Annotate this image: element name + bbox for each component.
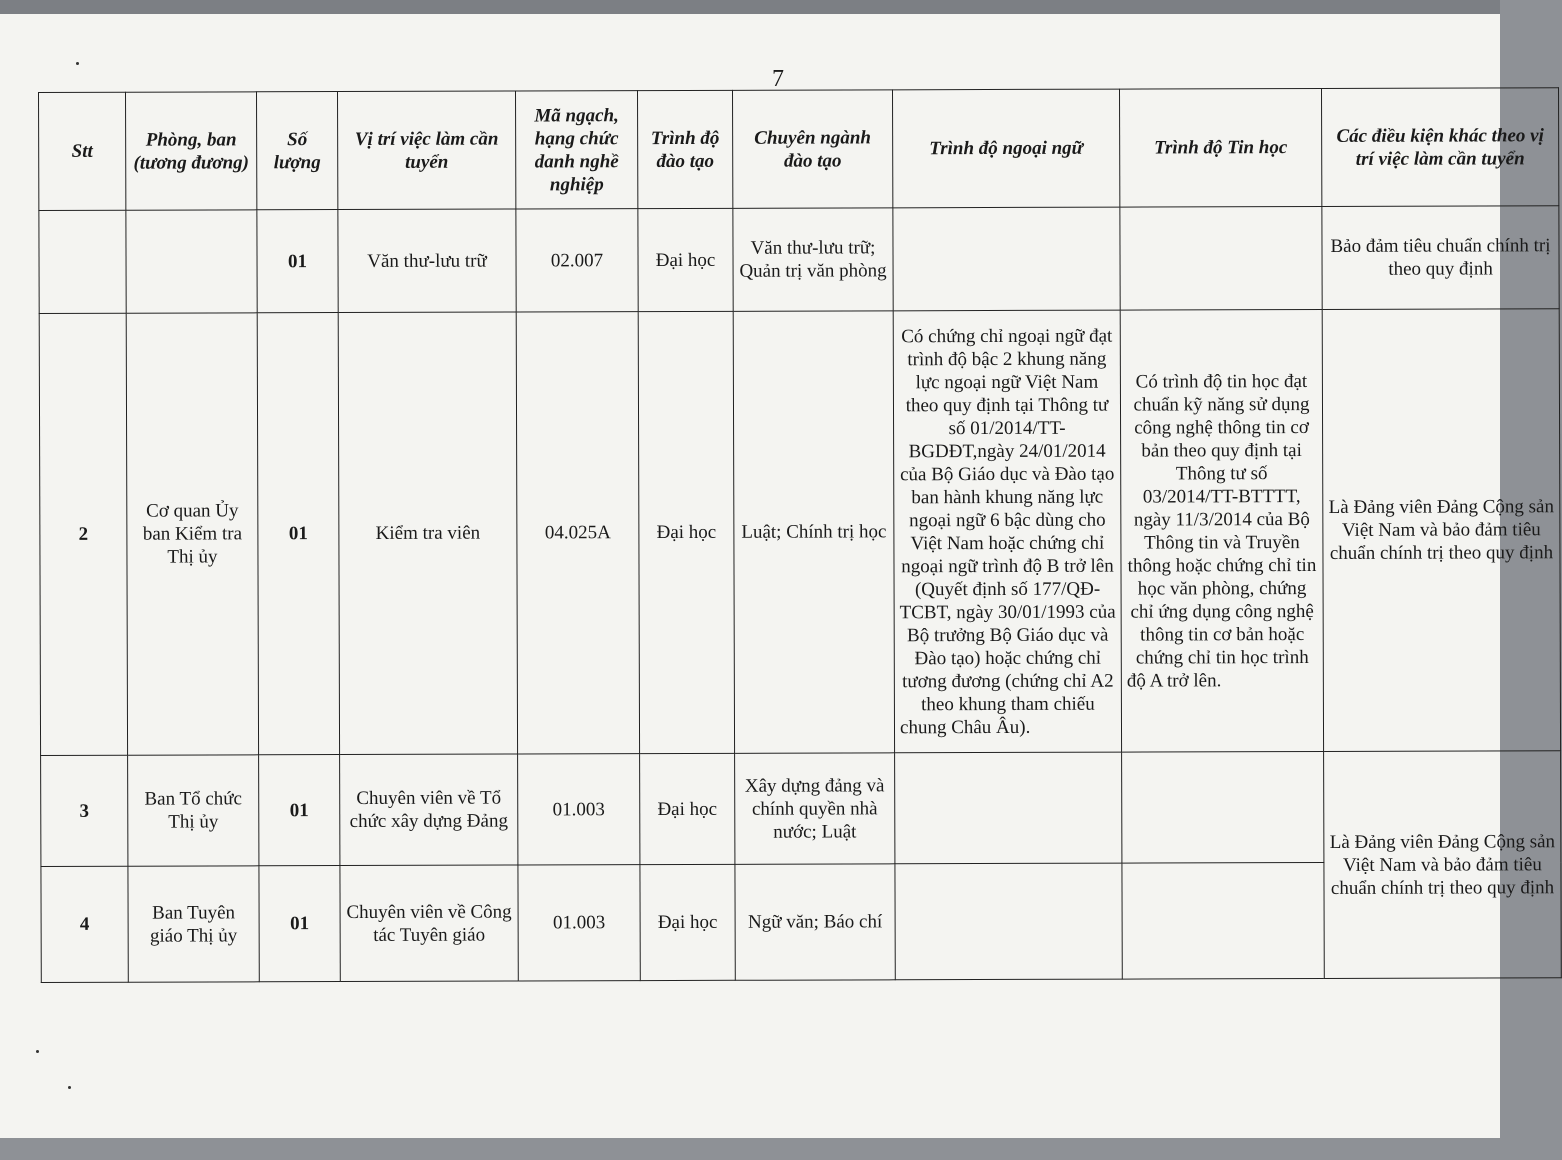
cell-language — [893, 207, 1120, 311]
cell-other-conditions: Là Đảng viên Đảng Cộng sản Việt Nam và bảo đảm tiêu chuẩn chính trị theo quy định — [1324, 751, 1562, 979]
recruitment-table — [38, 87, 1562, 983]
header-position: Vị trí việc làm cần tuyển — [338, 91, 516, 210]
cell-other-conditions: Bảo đảm tiêu chuẩn chính trị theo quy định — [1322, 206, 1559, 310]
cell-position: Kiểm tra viên — [338, 312, 517, 755]
cell-quantity: 01 — [259, 755, 340, 866]
cell-stt: 2 — [39, 313, 127, 755]
cell-stt — [39, 210, 126, 313]
cell-position: Văn thư-lưu trữ — [338, 209, 516, 313]
scan-speck — [76, 62, 79, 65]
cell-department — [126, 210, 257, 313]
cell-code: 01.003 — [518, 754, 640, 865]
header-training-level: Trình độ đào tạo — [637, 90, 732, 208]
cell-language: Có chứng chỉ ngoại ngữ đạt trình độ bậc 2 khung năng lực ngoại ngữ Việt Nam theo quy định tại Thông tư số 01/2014/TT-BGDĐT,ngày 24/01/2014 của Bộ Giáo dục và Đào tạo ban hành khung năng lực ngoại ngữ 6 bậc dùng cho Việt Nam hoặc chứng chỉ ngoại ngữ trình độ B trở lên (Quyết định số 177/QĐ-TCBT, ngày 30/01/1993 của Bộ trưởng Bộ Giáo dục và Đào tạo) hoặc chứng chỉ tương đương (chứng chỉ A2 theo khung tham chiếu chung Châu Âu). — [893, 310, 1121, 753]
scan-border-top — [0, 0, 1500, 14]
cell-language — [895, 863, 1122, 980]
cell-major: Văn thư-lưu trữ; Quản trị văn phòng — [733, 208, 893, 312]
table-row — [39, 206, 1559, 314]
cell-training-level: Đại học — [638, 311, 734, 753]
scan-speck — [36, 1050, 39, 1053]
cell-position: Chuyên viên về Công tác Tuyên giáo — [340, 865, 518, 982]
cell-stt: 4 — [41, 866, 128, 982]
cell-quantity: 01 — [257, 313, 339, 755]
header-major: Chuyên ngành đào tạo — [732, 90, 892, 209]
cell-code: 04.025A — [516, 312, 639, 754]
cell-other-conditions: Là Đảng viên Đảng Cộng sản Việt Nam và bảo đảm tiêu chuẩn chính trị theo quy định — [1322, 309, 1560, 752]
page-number: 7 — [772, 66, 784, 92]
header-stt: Stt — [39, 92, 126, 210]
table-row — [41, 751, 1561, 867]
cell-training-level: Đại học — [638, 208, 733, 311]
document-page — [0, 14, 1556, 1138]
cell-position: Chuyên viên về Tổ chức xây dựng Đảng — [340, 754, 518, 866]
cell-major: Ngữ văn; Báo chí — [735, 864, 895, 981]
cell-code: 01.003 — [518, 865, 640, 981]
header-quantity: Số lượng — [257, 92, 338, 210]
cell-it — [1122, 751, 1324, 863]
cell-training-level: Đại học — [640, 864, 735, 980]
cell-department: Ban Tuyên giáo Thị ủy — [128, 866, 259, 982]
table-row — [39, 309, 1560, 756]
scan-speck — [68, 1086, 71, 1089]
cell-quantity: 01 — [257, 210, 338, 313]
cell-stt: 3 — [41, 755, 128, 866]
cell-it — [1120, 206, 1322, 310]
header-it: Trình độ Tin học — [1119, 88, 1321, 207]
cell-major: Xây dựng đảng và chính quyền nhà nước; Luật — [735, 753, 895, 865]
header-language: Trình độ ngoại ngữ — [892, 89, 1119, 208]
cell-it: Có trình độ tin học đạt chuẩn kỹ năng sử dụng công nghệ thông tin cơ bản theo quy định tại Thông tư số 03/2014/TT-BTTTT, ngày 11/3/2014 của Bộ Thông tin và Truyền thông hoặc chứng chỉ tin học văn phòng, chứng chỉ ứng dụng công nghệ thông tin cơ bản hoặc chứng chỉ tin học trình độ A trở lên. — [1120, 309, 1323, 752]
header-other-conditions: Các điều kiện khác theo vị trí việc làm cần tuyển — [1321, 88, 1558, 207]
cell-major: Luật; Chính trị học — [733, 311, 894, 754]
cell-language — [895, 752, 1122, 864]
cell-it — [1122, 862, 1324, 979]
cell-department: Cơ quan Ủy ban Kiểm tra Thị ủy — [126, 313, 258, 755]
header-department: Phòng, ban (tương đương) — [126, 92, 257, 210]
cell-quantity: 01 — [259, 866, 340, 982]
scan-border-bottom — [0, 1138, 1500, 1160]
cell-training-level: Đại học — [640, 753, 735, 864]
header-code: Mã ngạch, hạng chức danh nghề nghiệp — [515, 91, 637, 209]
table-header-row — [39, 88, 1559, 211]
cell-department: Ban Tổ chức Thị ủy — [128, 755, 259, 866]
cell-code: 02.007 — [516, 209, 638, 312]
